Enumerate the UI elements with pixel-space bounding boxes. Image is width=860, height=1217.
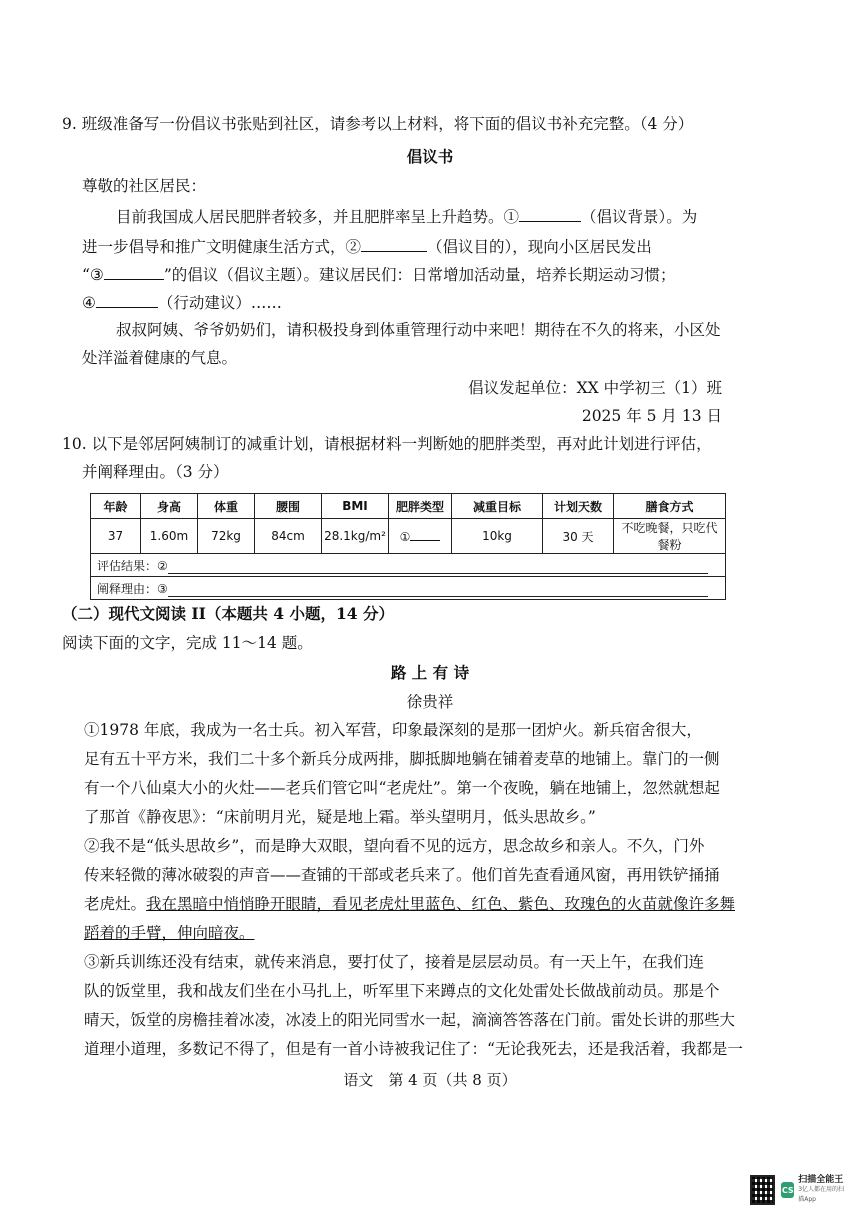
para1-line: ①1978 年底，我成为一名士兵。初入军营，印象最深刻的是那一团炉火。新兵宿舍很大， <box>84 721 702 739</box>
table-header: 腰围 <box>255 494 322 519</box>
table-cell: 28.1kg/m² <box>322 519 389 554</box>
page-footer: 语文 第 4 页（共 8 页） <box>343 1071 517 1089</box>
letter-text: 进一步倡导和推广文明健康生活方式，② <box>82 238 362 256</box>
eval-row <box>91 554 726 577</box>
table-header-row <box>91 494 726 519</box>
section-instruction: 阅读下面的文字，完成 11～14 题。 <box>62 634 313 652</box>
para1-line: 有一个八仙桌大小的火灶——老兵们管它叫“老虎灶”。第一个夜晚，躺在地铺上，忽然就想起 <box>84 779 720 797</box>
table-header: 膳食方式 <box>614 494 726 519</box>
table-cell: 84cm <box>255 519 322 554</box>
letter-line-4 <box>82 289 282 315</box>
q9-prompt: 9. 班级准备写一份倡议书张贴到社区，请参考以上材料，将下面的倡议书补充完整。（4 分） <box>62 115 694 133</box>
table-header: 体重 <box>198 494 255 519</box>
letter-para2-line2: 处洋溢着健康的气息。 <box>82 349 238 367</box>
reason-answer-line[interactable] <box>168 582 708 597</box>
q10-prompt-line2: 并阐释理由。（3 分） <box>82 463 229 481</box>
blank-1[interactable] <box>519 203 581 222</box>
letter-text: ④ <box>82 294 96 312</box>
reason-cell[interactable] <box>91 577 726 600</box>
para3-line: ③新兵训练还没有结束，就传来消息，要打仗了，接着是层层动员。有一天上午，在我们连 <box>84 953 705 971</box>
table-header: 年龄 <box>91 494 141 519</box>
reason-row <box>91 577 726 600</box>
section-heading: （二）现代文阅读 II（本题共 4 小题，14 分） <box>62 604 394 623</box>
letter-line-2 <box>82 233 652 259</box>
q10-prompt-line1: 10. 以下是邻居阿姨制订的减重计划，请根据材料一判断她的肥胖类型，再对此计划进行评估， <box>62 435 712 453</box>
para2-line: ②我不是“低头思故乡”，而是睁大双眼，望向看不见的远方，思念故乡和亲人。不久，门外 <box>84 837 705 855</box>
blank-3[interactable] <box>104 261 164 280</box>
para2-underlined-text: 我在黑暗中悄悄睁开眼睛，看见老虎灶里蓝色、红色、紫色、玫瑰色的火苗就像许多舞 <box>146 895 736 913</box>
para3-line: 道理小道理，多数记不得了，但是有一首小诗被我记住了：“无论我死去，还是我活着，我都是一 <box>84 1040 743 1058</box>
reason-label: 阐释理由：③ <box>97 581 168 596</box>
para1-line: 了那首《静夜思》：“床前明月光，疑是地上霜。举头望明月，低头思故乡。” <box>84 808 596 826</box>
para2-line: 传来轻微的薄冰破裂的声音——查铺的干部或老兵来了。他们首先查看通风窗，再用铁铲捅捅 <box>84 866 720 884</box>
scanner-title: 扫描全能王 <box>798 1175 844 1185</box>
table-cell: 1.60m <box>141 519 198 554</box>
table-cell: 72kg <box>198 519 255 554</box>
table-cell: 30 天 <box>543 519 614 554</box>
table-header: 身高 <box>141 494 198 519</box>
blank-4[interactable] <box>96 289 158 308</box>
letter-salutation: 尊敬的社区居民： <box>82 177 207 195</box>
para2-line-mixed <box>84 892 735 916</box>
para1-line: 足有五十平方米，我们二十多个新兵分成两排，脚抵脚地躺在铺着麦草的地铺上。靠门的一侧 <box>84 750 720 768</box>
table-header: 计划天数 <box>543 494 614 519</box>
scanner-watermark <box>750 1170 850 1210</box>
letter-title: 倡议书 <box>406 147 454 166</box>
table-header: BMI <box>322 494 389 519</box>
eval-cell[interactable] <box>91 554 726 577</box>
table-cell-answer-1[interactable] <box>389 519 452 554</box>
table-cell: 不吃晚餐，只吃代餐粉 <box>614 519 726 554</box>
answer-marker: ① <box>399 530 411 544</box>
table-header: 减重目标 <box>452 494 543 519</box>
letter-line-1 <box>116 203 697 229</box>
letter-line-3 <box>82 261 676 287</box>
letter-text: （倡议目的），现向小区居民发出 <box>427 238 652 256</box>
para2-underlined-end: 蹈着的手臂，伸向暗夜。 <box>84 924 255 942</box>
letter-text: （行动建议）…… <box>157 294 282 312</box>
para3-line: 晴天，饭堂的房檐挂着冰凌，冰凌上的阳光同雪水一起，滴滴答答落在门前。雷处长讲的那些大 <box>84 1011 736 1029</box>
table-cell: 10kg <box>452 519 543 554</box>
letter-signature-date: 2025 年 5 月 13 日 <box>581 407 722 425</box>
weight-loss-plan-table <box>90 493 726 600</box>
scanner-subtitle: 3亿人都在用的扫描App <box>798 1186 845 1203</box>
eval-label: 评估结果：② <box>97 558 168 573</box>
qr-code-icon <box>750 1175 775 1205</box>
letter-signature-org: 倡议发起单位：XX 中学初三（1）班 <box>468 379 722 397</box>
letter-text: （倡议背景）。为 <box>581 208 698 226</box>
letter-text: 目前我国成人居民肥胖者较多，并且肥胖率呈上升趋势。① <box>116 208 520 226</box>
table-cell: 37 <box>91 519 141 554</box>
camscanner-logo-icon: CS <box>781 1182 794 1198</box>
blank-answer-1[interactable] <box>410 528 440 541</box>
para3-line: 队的饭堂里，我和战友们坐在小马扎上，听军里下来蹲点的文化处雷处长做战前动员。那是个 <box>84 982 720 1000</box>
letter-para2-line1: 叔叔阿姨、爷爷奶奶们，请积极投身到体重管理行动中来吧！期待在不久的将来，小区处 <box>116 321 721 339</box>
scanner-text <box>798 1175 850 1205</box>
table-row <box>91 519 726 554</box>
letter-text: ”的倡议（倡议主题）。建议居民们：日常增加活动量，培养长期运动习惯； <box>163 266 676 284</box>
article-author: 徐贵祥 <box>406 693 454 711</box>
letter-text: “③ <box>82 266 104 284</box>
blank-2[interactable] <box>361 233 427 252</box>
eval-answer-line[interactable] <box>168 559 708 574</box>
article-title: 路 上 有 诗 <box>390 663 470 682</box>
table-header: 肥胖类型 <box>389 494 452 519</box>
para2-text: 老虎灶。 <box>84 895 147 913</box>
